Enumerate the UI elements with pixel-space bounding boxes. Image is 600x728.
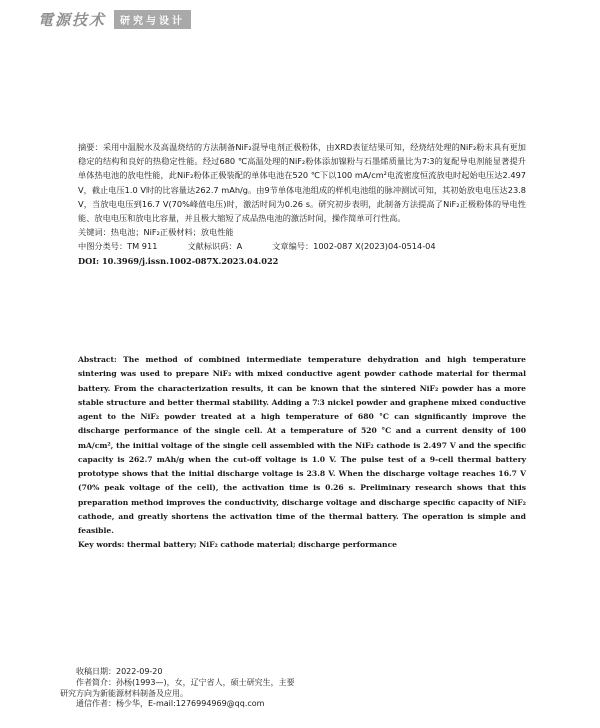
chinese-keywords-label: 关键词： [78, 227, 111, 238]
english-keywords-text: thermal battery; NiF₂ cathode material; discharge performance [126, 540, 398, 550]
article-no-value: 1002-087 X(2023)04-0514-04 [313, 241, 436, 252]
clc-label: 中图分类号： [78, 241, 128, 252]
author-bio: 作者简介：孙杨(1993—)，女，辽宁省人，硕士研究生，主要 [76, 677, 295, 687]
doc-code-value: A [236, 241, 243, 252]
doi-line [78, 254, 526, 268]
english-abstract-label: Abstract: [78, 355, 117, 364]
page-header [38, 8, 191, 30]
journal-name: 電源技术 [38, 10, 107, 29]
english-abstract-block [78, 353, 526, 553]
author-bio-continued: 研究方向为新能源材料制备及应用。 [60, 688, 188, 698]
chinese-keywords-text: 热电池；NiF₂正极材料；放电性能 [110, 227, 234, 238]
article-no-label: 文章编号： [272, 241, 314, 252]
english-keywords [78, 538, 526, 552]
doc-code-label: 文献标识码： [187, 241, 237, 252]
english-abstract [78, 353, 526, 538]
clc-value: TM 911 [127, 241, 158, 252]
english-abstract-text: The method of combined intermediate temperature dehydration and high temperature sintering was used to prepare NiF₂ with mixed conductive agent powder cathode material for thermal battery. From the characterization results, it can be known that the sintered NiF₂ powder has a more stable structure and better thermal stability. Adding a 7∶3 nickel powder and graphene mixed conductive agent to the NiF₂ powder treated at a high temperature of 680 °C can significantly improve the discharge performance of the single cell. At a temperature of 520 °C and a current density of 100 mA/cm², the initial voltage of the single cell assembled with the NiF₂ cathode is 2.497 V and the specific capacity is 262.7 mAh/g when the cut-off voltage is 1.0 V. The pulse test of a 9-cell thermal battery prototype shows that the initial discharge voltage is 23.8 V. When the discharge voltage reaches 16.7 V (70% peak voltage of the cell), the activation time is 0.26 s. Preliminary research shows that this preparation method improves the conductivity, discharge voltage and discharge specific capacity of NiF₂ cathode, and greatly shortens the activation time of the thermal battery. The operation is simple and feasible. [78, 355, 526, 535]
classification-line [78, 239, 526, 253]
footnote [60, 667, 540, 710]
chinese-abstract-label: 摘要： [78, 142, 103, 152]
doi-label: DOI: [78, 255, 100, 266]
chinese-abstract-text: 采用中温脱水及高温烧结的方法制备NiF₂混导电剂正极粉体，由XRD表征结果可知，经烧结处理的NiF₂粉末具有更加稳定的结构和良好的热稳定性能。经过680 ℃高温处理的NiF₂粉体添加镍粉与石墨烯质量比为7∶3的复配导电剂能显著提升单体热电池的放电性能，此NiF₂粉体正极装配的单体电池在520 ℃下以100 mA/cm²电流密度恒流放电时起始电压达2.497 V，截止电压1.0 V时的比容量达262.7 mAh/g。由9节单体电池组成的样机电池组的脉冲测试可知，其初始放电电压达23.8 V，当放电电压到16.7 V(70%峰值电压)时，激活时间为0.26 s。研究初步表明，此制备方法提高了NiF₂正极粉体的导电性能、放电电压和放电比容量，并且极大缩短了成品热电池的激活时间，操作简单可行性高。 [78, 142, 526, 224]
doi-value: 10.3969/j.issn.1002-087X.2023.04.022 [101, 255, 279, 266]
chinese-abstract-block [78, 140, 526, 268]
received-date: 收稿日期：2022-09-20 [76, 667, 163, 676]
section-tag: 研究与设计 [114, 10, 191, 29]
english-keywords-label: Key words: [78, 540, 125, 550]
chinese-abstract [78, 140, 526, 225]
corresponding-author: 通信作者：杨少华，E-mail:1276994969@qq.com [76, 699, 265, 709]
chinese-keywords [78, 225, 526, 239]
